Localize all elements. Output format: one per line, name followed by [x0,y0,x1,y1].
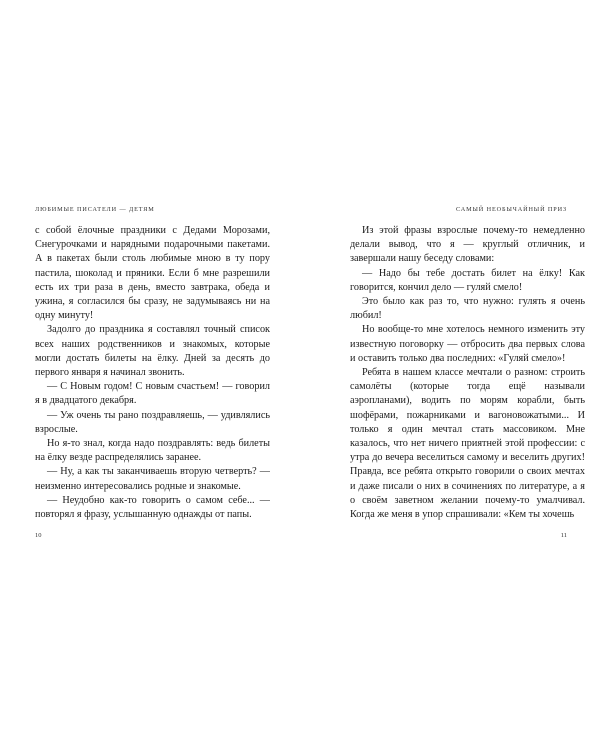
right-page [300,0,600,750]
paragraph: Ребята в нашем классе мечтали о разном: строить самолёты (которые тогда ещё называли аэропланами), водить по морям корабли, быть шофёрами, пожарниками и вагоновожатыми... И только я один мечтал стать массовиком. Мне казалось, что нет ничего приятней этой профессии: с утра до вечера веселиться самому и веселить других! Правда, все ребята открыто говорили о своих мечтах и даже писали о них в сочинениях по литературе, а я о своём заветном желании почему-то умалчивал. Когда же меня в упор спрашивали: «Кем ты хочешь [350,367,585,521]
paragraph: Из этой фразы взрослые почему-то немедленно делали вывод, что я — круглый отличник, и завершали нашу беседу словами: [350,225,585,265]
page-number-left: 10 [35,532,42,539]
running-head-left: ЛЮБИМЫЕ ПИСАТЕЛИ — ДЕТЯМ [35,206,155,213]
paragraph: — Неудобно как-то говорить о самом себе... — повторял я фразу, услышанную однажды от папы. [35,494,270,521]
running-head-right: САМЫЙ НЕОБЫЧАЙНЫЙ ПРИЗ [456,206,567,213]
paragraph: с собой ёлочные праздники с Дедами Морозами, Снегурочками и нарядными подарочными пакетами. А в пакетах были столь любимые мною в ту пору пастила, шоколад и пряники. Если б мне разрешили есть их три раза в день, вместо завтрака, обеда и ужина, я согласился бы сразу, не задумываясь ни на одну минуту! [35,225,270,322]
paragraph: Но я-то знал, когда надо поздравлять: ведь билеты на ёлку везде распределялись заранее. [35,438,270,464]
paragraph: — Надо бы тебе достать билет на ёлку! Как говорится, кончил дело — гуляй смело! [350,267,585,293]
paragraph: Задолго до праздника я составлял точный список всех наших родственников и знакомых, которые могли достать билеты на ёлку. Дней за десять до первого января я начинал звонить. [35,324,270,379]
paragraph: Но вообще-то мне хотелось немного изменить эту известную поговорку — отбросить два первых слова и оставить только два последних: «Гуляй смело»! [350,324,585,364]
paragraph: Это было как раз то, что нужно: гулять я очень любил! [350,296,585,322]
left-page-text [35,224,270,522]
page-number-right: 11 [560,532,567,539]
paragraph: — Ну, а как ты заканчиваешь вторую четверть? — неизменно интересовались родные и знакомые. [35,466,270,492]
right-page-text [350,224,585,522]
paragraph: — Уж очень ты рано поздравляешь, — удивлялись взрослые. [35,409,270,435]
paragraph: — С Новым годом! С новым счастьем! — говорил я в двадцатого декабря. [35,381,270,407]
